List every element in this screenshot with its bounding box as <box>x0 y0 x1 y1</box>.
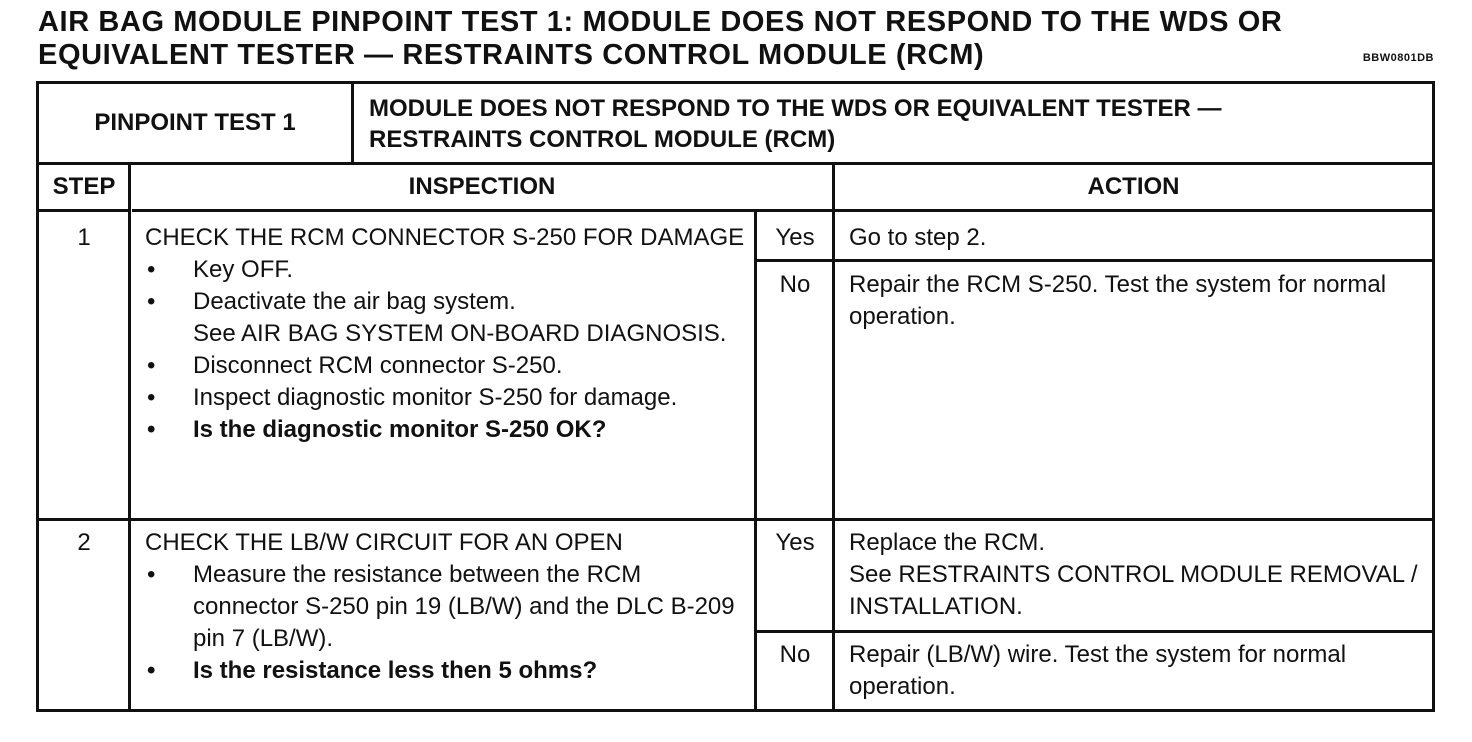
step-2-yes-action-line-1: Replace the RCM. <box>849 529 1046 556</box>
step-2-yes-action <box>849 527 1419 623</box>
step-1-bullet-list <box>145 254 751 446</box>
step-1-heading: CHECK THE RCM CONNECTOR S-250 FOR DAMAGE <box>145 224 745 251</box>
column-header-action: ACTION <box>835 165 1432 212</box>
step-2-yes-action-line-2: See RESTRAINTS CONTROL MODULE REMOVAL / INSTALLATION. <box>849 561 1418 620</box>
list-item: • Key OFF. <box>145 254 751 286</box>
step-2-no-label: No <box>779 641 811 668</box>
column-header-step: STEP <box>39 165 129 212</box>
pinpoint-test-table <box>36 81 1435 712</box>
step-2-no-action: Repair (LB/W) wire. Test the system for normal operation. <box>849 641 1347 700</box>
step-2-bullet-list <box>145 559 751 687</box>
bullet-subtext: See AIR BAG SYSTEM ON-BOARD DIAGNOSIS. <box>193 320 727 347</box>
step-1-number: 1 <box>77 224 91 251</box>
list-item-question: • Is the diagnostic monitor S-250 OK? <box>145 414 751 446</box>
step-2-heading: CHECK THE LB/W CIRCUIT FOR AN OPEN <box>145 529 623 556</box>
document-title <box>38 6 1368 72</box>
list-item: • Inspect diagnostic monitor S-250 for damage. <box>145 382 751 414</box>
title-line-2: EQUIVALENT TESTER — RESTRAINTS CONTROL MODULE (RCM) <box>38 39 985 71</box>
list-item <box>145 286 751 350</box>
step-2-yes-label: Yes <box>775 529 815 556</box>
step-1-yes-label: Yes <box>775 224 815 251</box>
list-item: • Disconnect RCM connector S-250. <box>145 350 751 382</box>
step-1-no-label: No <box>779 271 811 298</box>
divider-step-rows <box>39 518 1432 521</box>
column-header-inspection: INSPECTION <box>132 165 832 212</box>
step-1-no-action: Repair the RCM S-250. Test the system for normal operation. <box>849 271 1387 330</box>
step-2-number: 2 <box>77 529 91 556</box>
step-1-inspection <box>145 222 751 446</box>
pinpoint-test-description <box>369 93 1419 155</box>
step-2-inspection <box>145 527 751 687</box>
divider-step2-yes-no <box>754 630 1432 633</box>
description-line-1: MODULE DOES NOT RESPOND TO THE WDS OR EQUIVALENT TESTER — <box>369 95 1222 122</box>
list-item-question: • Is the resistance less then 5 ohms? <box>145 655 751 687</box>
list-item: • Measure the resistance between the RCM connector S-250 pin 19 (LB/W) and the DLC B-209 pin 7 (LB/W). <box>145 559 751 655</box>
title-line-1: AIR BAG MODULE PINPOINT TEST 1: MODULE DOES NOT RESPOND TO THE WDS OR <box>38 6 1283 38</box>
pinpoint-test-label: PINPOINT TEST 1 <box>39 84 354 162</box>
bullet-text: Deactivate the air bag system. <box>193 288 516 315</box>
table-header-row <box>39 84 1432 165</box>
reference-code: BBW0801DB <box>1362 52 1434 64</box>
description-line-2: RESTRAINTS CONTROL MODULE (RCM) <box>369 126 836 153</box>
divider-step1-yes-no <box>754 259 1432 262</box>
step-1-yes-action: Go to step 2. <box>849 224 987 251</box>
